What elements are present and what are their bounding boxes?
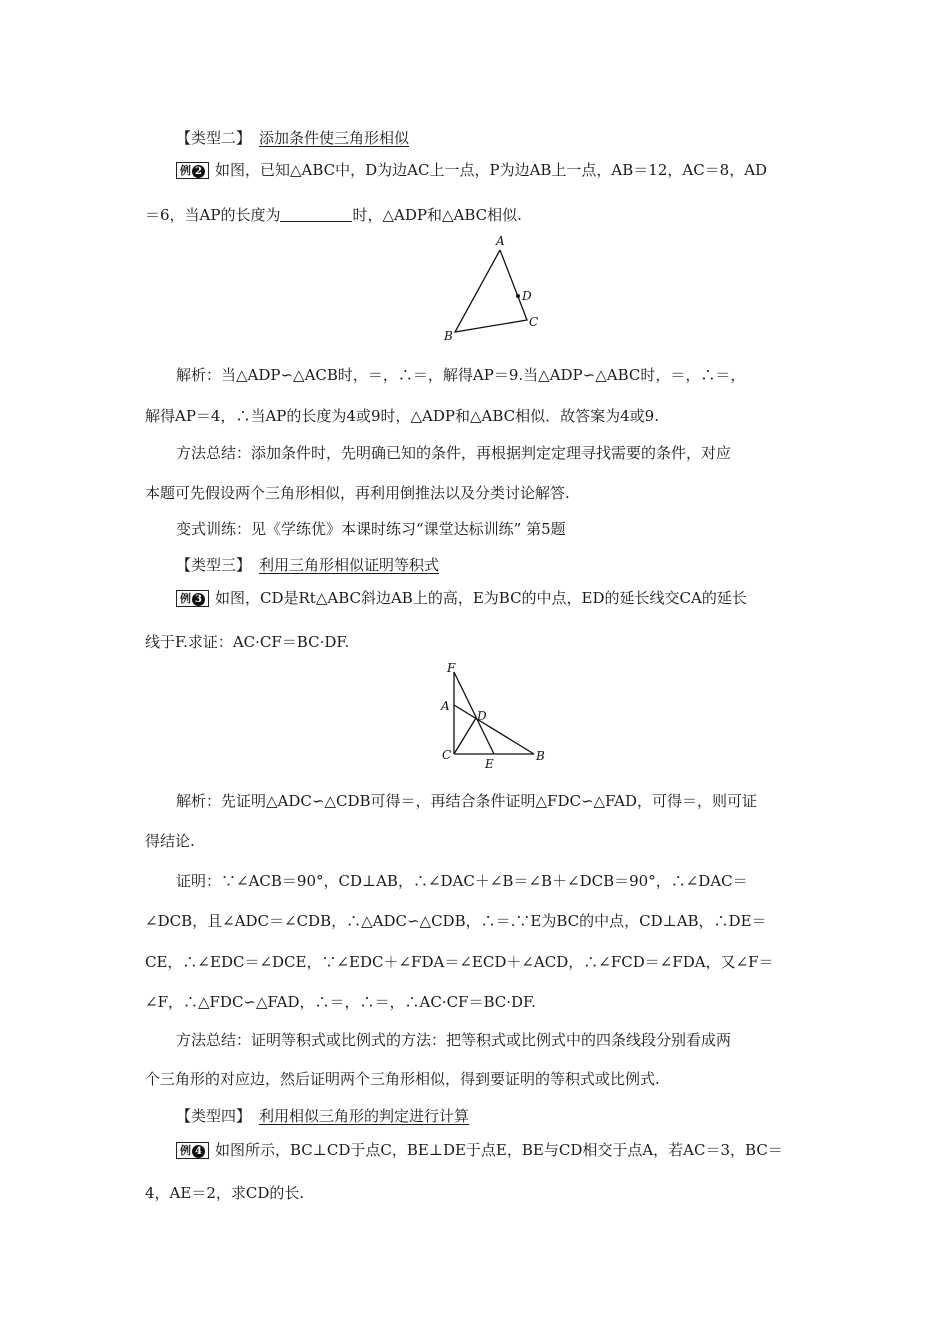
example2-analysis-line1: 解析：当△ADP∽△ACB时，＝，∴＝，解得AP＝9.当△ADP∽△ABC时，＝，∴＝， — [176, 366, 746, 384]
example3-analysis-line2: 得结论. — [145, 832, 195, 850]
example3-method-line1: 方法总结：证明等积式或比例式的方法：把等积式或比例式中的四条线段分别看成两 — [176, 1031, 732, 1049]
example2-analysis-line2: 解得AP＝4，∴当AP的长度为4或9时，△ADP和△ABC相似．故答案为4或9. — [145, 407, 659, 425]
example3-problem-line1 — [176, 588, 813, 608]
type2-tag: 【类型二】 — [176, 129, 252, 147]
example3-text: 如图，CD是Rt△ABC斜边AB上的高，E为BC的中点，ED的延长线交CA的延长 — [215, 589, 747, 607]
fig1-label-a: A — [496, 234, 505, 248]
example3-proof-line4: ∠F，∴△FDC∽△FAD，∴＝，∴＝，∴AC·CF＝BC·DF. — [145, 993, 536, 1011]
fig1-label-c: C — [529, 315, 539, 329]
type3-title: 利用三角形相似证明等积式 — [259, 556, 440, 574]
fig2-label-d: D — [477, 709, 487, 723]
example2-method-line1: 方法总结：添加条件时，先明确已知的条件，再根据判定定理寻找需要的条件，对应 — [176, 444, 732, 462]
example2-method-line2: 本题可先假设两个三角形相似，再利用倒推法以及分类讨论解答. — [145, 484, 570, 502]
type4-tag: 【类型四】 — [176, 1107, 252, 1125]
fig2-label-f: F — [447, 661, 456, 675]
fig2-label-c: C — [442, 748, 452, 762]
variant-training: 变式训练：见《学练优》本课时练习“课堂达标训练” 第5题 — [176, 520, 566, 538]
example3-proof-line2: ∠DCB，且∠ADC＝∠CDB，∴△ADC∽△CDB，∴＝.∵E为BC的中点，CD⊥AB，∴DE＝ — [145, 912, 767, 930]
type3-tag: 【类型三】 — [176, 556, 252, 574]
example2-problem-line1 — [176, 160, 813, 180]
example4-badge: 例 4 — [176, 1142, 209, 1159]
example3-problem-line2: 线于F.求证：AC·CF＝BC·DF. — [145, 633, 350, 651]
example3-method-line2: 个三角形的对应边，然后证明两个三角形相似，得到要证明的等积式或比例式. — [145, 1070, 660, 1088]
example3-proof-line3: CE，∴∠EDC＝∠DCE，∵∠EDC＋∠FDA＝∠ECD＋∠ACD，∴∠FCD＝∠FDA，又∠F＝ — [145, 953, 774, 971]
type2-title: 添加条件使三角形相似 — [259, 129, 410, 147]
example4-problem-line2: 4，AE＝2，求CD的长. — [145, 1184, 305, 1202]
triangle-abc-figure — [430, 230, 550, 345]
fig2-label-e: E — [485, 757, 494, 771]
example2-badge: 例 2 — [176, 162, 209, 179]
fig2-label-b: B — [536, 749, 545, 763]
type4-heading — [176, 1106, 813, 1126]
type3-heading — [176, 555, 813, 575]
fig1-label-b: B — [444, 329, 453, 343]
example3-badge: 例 3 — [176, 590, 209, 607]
answer-blank — [280, 207, 352, 222]
example3-analysis-line1: 解析：先证明△ADC∽△CDB可得＝，再结合条件证明△FDC∽△FAD，可得＝，则可证 — [176, 792, 758, 810]
type4-title: 利用相似三角形的判定进行计算 — [259, 1107, 470, 1125]
example4-problem-line1 — [176, 1140, 813, 1160]
example2-problem-line2: ＝6，当AP的长度为 时，△ADP和△ABC相似. — [145, 206, 522, 224]
type2-heading — [176, 128, 813, 148]
example3-proof-line1: 证明：∵∠ACB＝90°，CD⊥AB，∴∠DAC＋∠B＝∠B＋∠DCB＝90°，∴∠DAC＝ — [176, 872, 748, 890]
right-triangle-figure — [432, 658, 552, 773]
example2-text: 如图，已知△ABC中，D为边AC上一点，P为边AB上一点，AB＝12，AC＝8，AD — [215, 161, 768, 179]
fig1-label-d: D — [522, 289, 532, 303]
fig2-label-a: A — [441, 699, 450, 713]
example4-text: 如图所示，BC⊥CD于点C，BE⊥DE于点E，BE与CD相交于点A，若AC＝3，BC＝ — [215, 1141, 783, 1159]
